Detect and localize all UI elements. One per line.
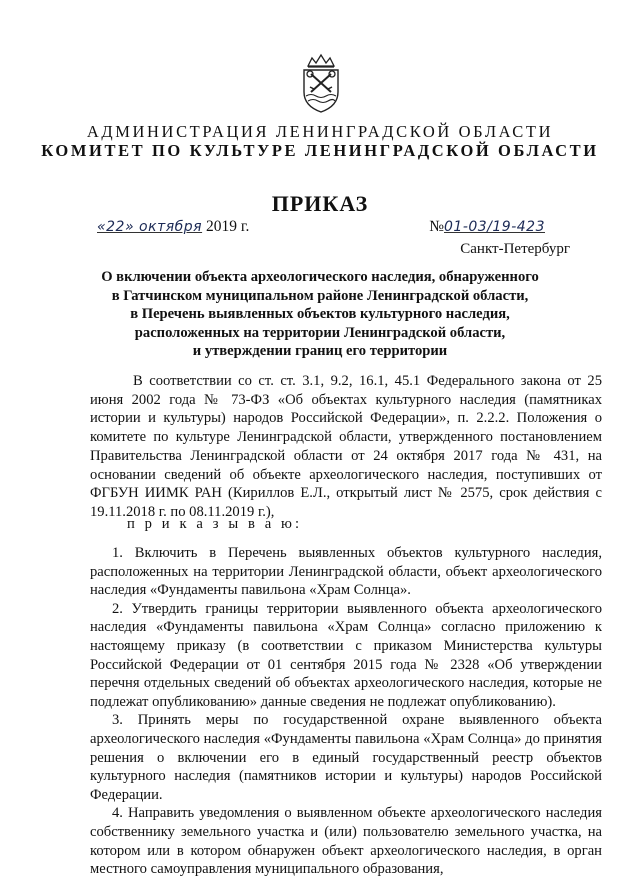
subject-line: О включении объекта археологического наследия, обнаруженного	[101, 269, 539, 285]
document-date	[97, 218, 249, 236]
coat-of-arms-icon	[298, 52, 344, 114]
number-prefix: №	[429, 218, 444, 235]
subject-line: расположенных на территории Ленинградской области,	[134, 324, 506, 341]
subject-line: в Гатчинском муниципальном районе Ленинградской области,	[111, 287, 529, 304]
organization-line-2: КОМИТЕТ ПО КУЛЬТУРЕ ЛЕНИНГРАДСКОЙ ОБЛАСТИ	[41, 141, 599, 160]
order-item: 4. Направить уведомления о выявленном объекте археологического наследия собственнику земельного участка и (или) пользователю земельного участка, на котором или в котором обнаружен объект археологического наследия, в орган местного самоуправления муниципального образования,	[90, 805, 602, 878]
subject-line: в Перечень выявленных объектов культурного наследия,	[130, 306, 510, 323]
document-subject	[90, 268, 550, 361]
organization-line-1: АДМИНИСТРАЦИЯ ЛЕНИНГРАДСКОЙ ОБЛАСТИ	[86, 122, 554, 141]
document-number	[429, 218, 545, 236]
preamble-paragraph: В соответствии со ст. ст. 3.1, 9.2, 16.1, 45.1 Федерального закона от 25 июня 2002 года № 73-ФЗ «Об объектах культурного наследия (памятниках истории и культуры) народов Российской Федерации», п. 2.2.2. Положения о комитете по культуре Ленинградской области, утвержденного постановлением Правительства Ленинградской области от 24 октября 2017 года № 431, на основании сведений об объекте археологического наследия, поступивших от ФГБУН ИИМК РАН (Кириллов Е.Л., открытый лист № 2575, срок действия с 19.11.2018 г. по 08.11.2019 г.),	[90, 373, 602, 520]
order-item: 2. Утвердить границы территории выявленного объекта археологического наследия «Фундаменты павильона «Храм Солнца» согласно приложению к настоящему приказу (в соответствии с приказом Министерства культуры Российской Федерации от 01 сентября 2015 года № 2328 «Об утверждении перечня отдельных сведений об объектах археологического наследия, которые не подлежат опубликованию» данные сведения не подлежат опубликованию).	[90, 600, 602, 710]
handwritten-number: 01-03/19-423	[444, 219, 545, 235]
city-label: Санкт-Петербург	[460, 241, 570, 257]
order-items	[90, 544, 602, 879]
order-item: 1. Включить в Перечень выявленных объектов культурного наследия, расположенных на территории Ленинградской области, объект археологического наследия «Фундаменты павильона «Храм Солнца».	[90, 545, 602, 599]
handwritten-date: «22» октября	[97, 219, 203, 235]
subject-line: и утверждении границ его территории	[192, 343, 448, 360]
order-item: 3. Принять меры по государственной охране выявленного объекта археологического наследия «Фундаменты павильона «Храм Солнца» до принятия решения о включении его в единый государственный реестр объектов культурного наследия (памятников истории и культуры) народов Российской Федерации.	[90, 712, 602, 803]
order-word: п р и к а з ы в а ю:	[127, 516, 303, 532]
date-year: 2019 г.	[205, 218, 250, 235]
document-type-title: ПРИКАЗ	[271, 191, 369, 216]
